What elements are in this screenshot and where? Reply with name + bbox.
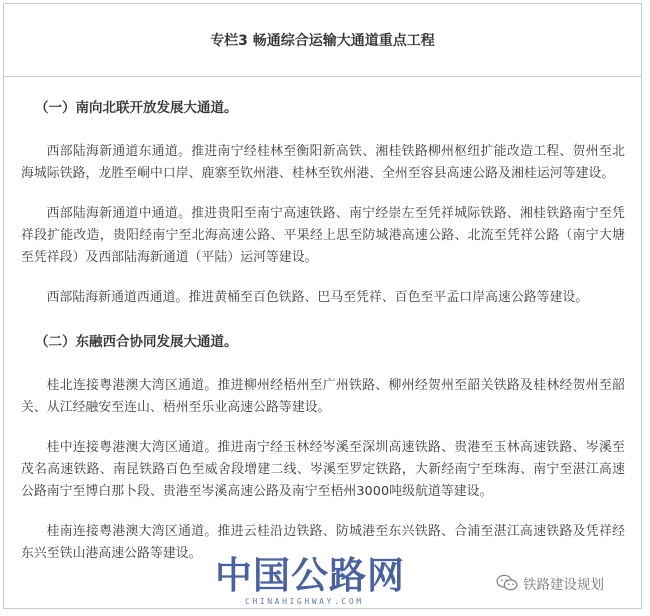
section-heading-1: （一）南向北联开放发展大通道。: [35, 100, 238, 116]
paragraph-guibei-corridor: 桂北连接粤港澳大湾区通道。推进柳州经梧州至广州铁路、柳州经贺州至韶关铁路及桂林经贺州至韶关、从江经融安至连山、梧州至乐业高速公路等建设。: [21, 378, 625, 415]
paragraph-middle-corridor: 西部陆海新通道中通道。推进贵阳至南宁高速铁路、南宁经崇左至凭祥城际铁路、湘桂铁路南宁至凭祥段扩能改造，贵阳经南宁至北海高速公路、平果经上思至防城港高速公路、北流至凭祥公路（南宁大塘至凭祥段）及西部陆海新通道（平陆）运河等建设。: [21, 206, 625, 265]
paragraph-east-corridor: 西部陆海新通道东通道。推进南宁经桂林至衡阳新高铁、湘桂铁路柳州枢纽扩能改造工程、贺州至北海城际铁路，龙胜至峒中口岸、鹿寨至钦州港、桂林至钦州港、全州至容县高速公路及湘桂运河等建设。: [21, 144, 625, 181]
wechat-signature: [496, 573, 604, 593]
paragraph-west-corridor: 西部陆海新通道西通道。推进黄桶至百色铁路、巴马至凭祥、百色至平孟口岸高速公路等建设。: [46, 290, 589, 305]
column-title: 专栏3 畅通综合运输大通道重点工程: [210, 33, 435, 49]
column-content: [4, 77, 641, 565]
section-heading-2: （二）东融西合协同发展大通道。: [35, 334, 238, 350]
watermark-sub-text: CHINAHIGHWAY.COM: [245, 597, 364, 606]
wechat-icon: [496, 574, 518, 592]
paragraph-guizhong-corridor: 桂中连接粤港澳大湾区通道。推进南宁经玉林经岑溪至深圳高速铁路、贵港至玉林高速铁路、岑溪至茂名高速铁路、南昆铁路百色至威舍段增建二线、岑溪至罗定铁路，大新经南宁至珠海、南宁至湛江高速公路南宁至博白那卜段、贵港至岑溪高速公路及南宁至梧州3000吨级航道等建设。: [21, 440, 625, 499]
wechat-account-name: 铁路建设规划: [523, 577, 604, 593]
document-panel: [3, 3, 642, 609]
column-title-bar: [4, 4, 641, 77]
paragraph-guinan-corridor: 桂南连接粤港澳大湾区通道。推进云桂沿边铁路、防城港至东兴铁路、合浦至湛江高速铁路及凭祥经东兴至铁山港高速公路等建设。: [21, 524, 625, 561]
watermark-main-text: 中国公路网: [215, 554, 405, 597]
